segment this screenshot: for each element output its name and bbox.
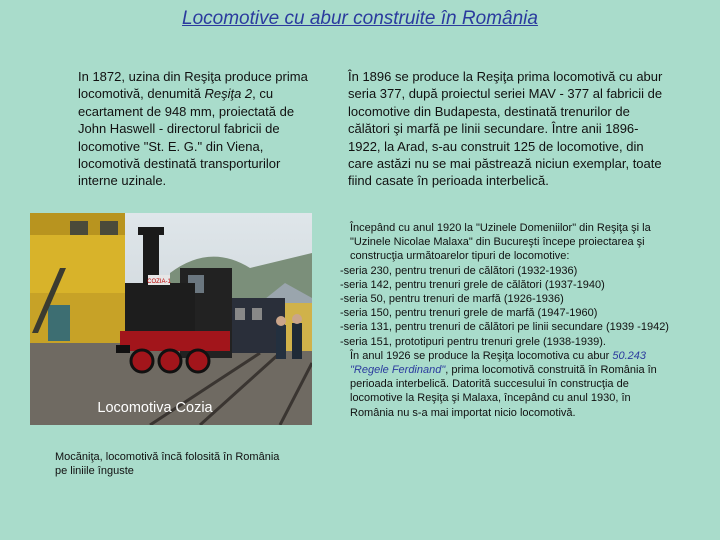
coach-window (235, 308, 245, 320)
intro-paragraph-1872 (78, 68, 318, 190)
intro-text-end: , cu ecartament de 948 mm, proiectată de John Haswell - directorul fabricii de locomotive "St. E. G." din Viena, locomotivă destinată transporturilor interne uzinale. (78, 86, 295, 189)
coach-window (252, 308, 262, 320)
regele-ferdinand-highlight: 50.243 "Regele Ferdinand" (350, 349, 646, 377)
series-intro: Începând cu anul 1920 la "Uzinele Domeniilor" din Reşiţa şi la "Uzinele Nicolae Malaxa" din Bucureşti începe proiectarea şi construcţia următoarelor tipuri de locomotive: (350, 222, 651, 263)
photo-caption: Locomotiva Cozia (97, 400, 213, 416)
person (276, 325, 286, 359)
series-item: -seria 50, pentru trenuri de marfă (1926-1936) (340, 293, 564, 306)
locomotive-photo (30, 213, 312, 425)
locomotive-wheel (159, 350, 181, 372)
paragraph-1896: În 1896 se produce la Reşiţa prima locomotivă cu abur seria 377, după proiectul seriei MAV - 377 al fabricii de locomotive din Budapesta, destinată trenurilor de călători şi marfă pe linii secundare. Între anii 1896-1922, la Arad, s-au construit 125 de locomotive, din care astăzi nu se mai păstrează niciun exemplar, toate fiind casate în perioada interbelică. (348, 69, 663, 189)
series-closing (340, 349, 675, 420)
series-item: -seria 142, pentru trenuri grele de călători (1937-1940) (340, 278, 605, 291)
building-lower (30, 293, 125, 348)
closing-text-end: , prima locomotivă construită în România în perioada interbelică. Datorită succesului în construcţia de locomotive la Reşiţa şi Malaxa, începând cu anul 1930, în România nu s-a mai importat nicio locomotivă. (350, 364, 657, 419)
building-window (70, 221, 88, 235)
building-door (48, 305, 70, 341)
locomotive-wheel (131, 350, 153, 372)
intro-text-start: In 1872, uzina din Reşiţa produce prima locomotivă, denumită (78, 69, 308, 102)
locomotive-plate-text: COZIA-1 (147, 279, 171, 285)
series-item: -seria 150, pentru trenuri grele de marfă (1947-1960) (340, 307, 598, 320)
series-item: -seria 151, prototipuri pentru trenuri grele (1938-1939). (340, 335, 606, 348)
building-window (100, 221, 118, 235)
locomotive-frame (120, 331, 230, 351)
smokestack-cap (138, 227, 164, 235)
person (292, 323, 302, 359)
locomotive-photo-graphic (30, 213, 312, 425)
series-item: -seria 131, pentru trenuri de călători pe linii secundare (1939 -1942) (340, 321, 669, 334)
closing-text-start: În anul 1926 se produce la Reşiţa locomotiva cu abur (350, 349, 613, 362)
locomotive-series-section (340, 221, 675, 420)
locomotive-wheel (187, 350, 209, 372)
photo-note: Mocăniţa, locomotivă încă folosită în România pe liniile înguste (55, 451, 280, 477)
person-head (276, 316, 286, 326)
buffer (116, 345, 130, 353)
series-item: -seria 230, pentru trenuri de călători (1932-1936) (340, 264, 578, 277)
page-title: Locomotive cu abur construite în România (182, 8, 538, 29)
person-head (292, 314, 302, 324)
locomotive-name-resita-2: Reşiţa 2 (204, 86, 253, 102)
